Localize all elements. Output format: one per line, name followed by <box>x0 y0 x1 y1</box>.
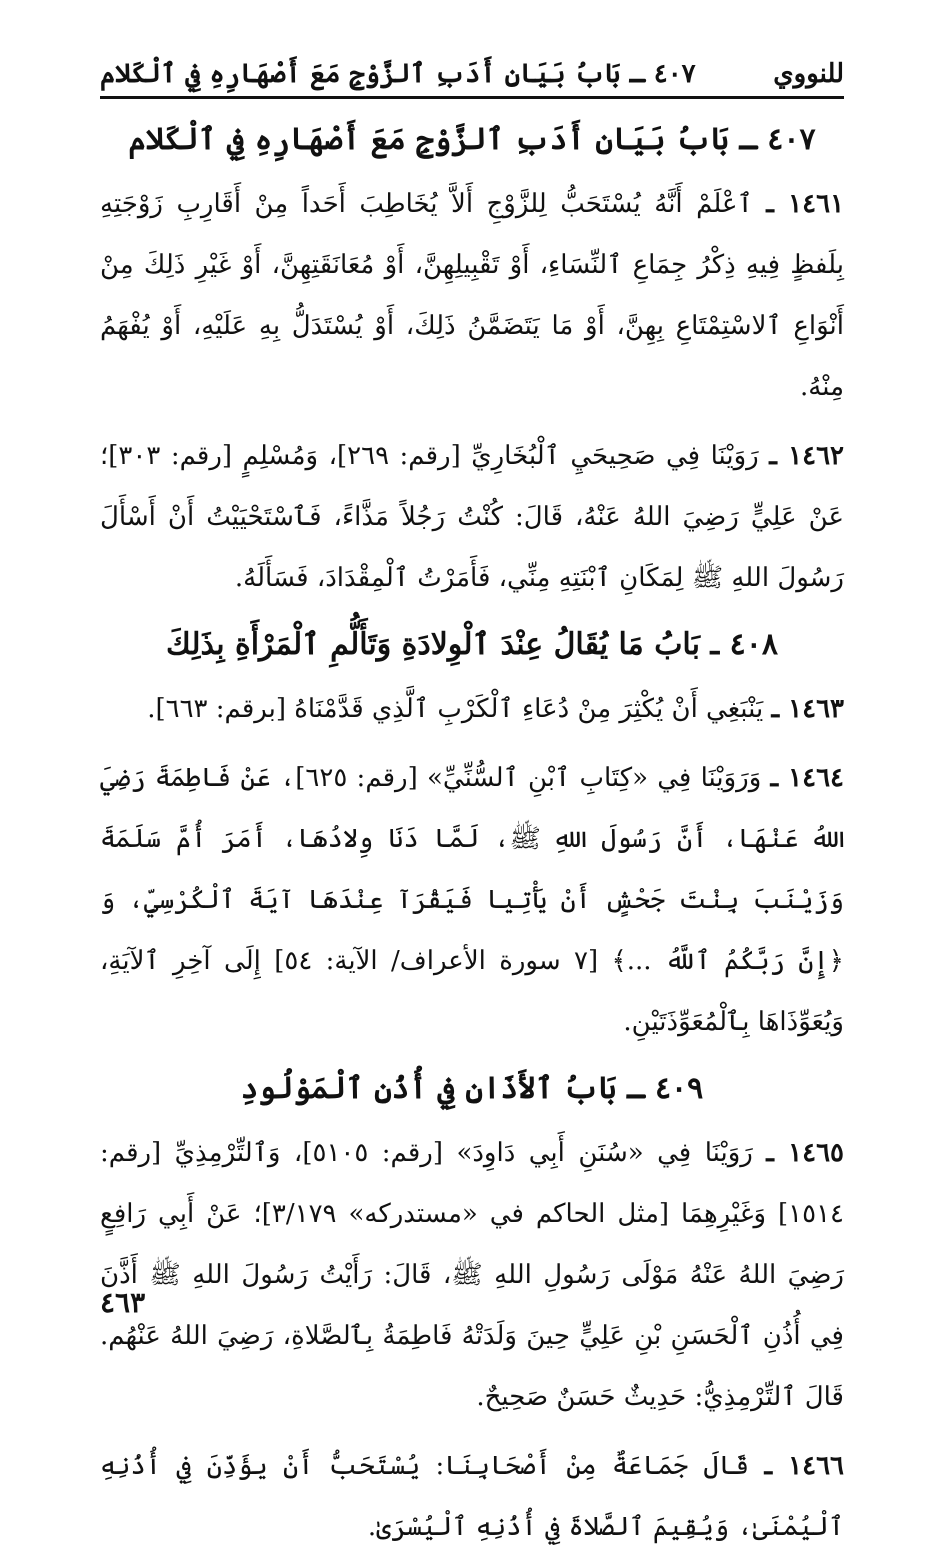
paragraph-number: ١٤٦٢ ـ <box>769 441 844 471</box>
paragraph-number: ١٤٦٥ ـ <box>766 1138 845 1168</box>
paragraph-text: قَالَ جَمَاعَةٌ مِنْ أَصْحَابِنَا: يُسْتَحَبُّ أَنْ يؤَذِّنَ فِي أُذُنِهِ ٱلْيُمْنَىٰ، وَيُقِيمَ ٱلصَّلاةَ فِي أُذُنِهِ ٱلْيُسْرَىٰ. <box>100 1451 844 1542</box>
paragraph-number: ١٤٦٣ ـ <box>771 694 844 724</box>
chapter-title: ٤٠٧ ـ بَابُ بَيَانِ أَدَبِ ٱلزَّوْجِ مَعَ أَصْهَارِهِ فِي ٱلْكَلام <box>128 122 816 157</box>
paragraph-number: ١٤٦٤ ـ <box>770 763 844 793</box>
chapter-title: ٤٠٩ ـ بَابُ ٱلأَذَانِ فِي أُذُنِ ٱلْمَوْلُودِ <box>240 1071 704 1106</box>
running-header <box>100 52 844 99</box>
paragraph-text: يَنْبَغِي أَنْ يُكْثِرَ مِنْ دُعَاءِ ٱلْكَرْبِ ٱلَّذِي قَدَّمْنَاهُ [برقم: ٦٦٣]. <box>147 694 764 724</box>
paragraph-text: رَوَيْنَا فِي صَحِيحَيِ ٱلْبُخَارِيِّ [رقم: ٢٦٩]، وَمُسْلِمٍ [رقم: ٣٠٣]؛ عَنْ عَلِيٍّ رَضِيَ اللهُ عَنْهُ، قَالَ: كُنْتُ رَجُلاً مَذَّاءً، فَٱسْتَحْيَيْتُ أَنْ أَسْأَلَ رَسُولَ اللهِ ﷺ لِمَكَانِ ٱبْنَتِهِ مِنِّي، فَأَمَرْتُ ٱلْمِقْدَادَ، فَسَأَلَهُ. <box>100 441 844 593</box>
paragraph-text: رَوَيْنَا فِي «سُنَنِ أَبِي دَاوِدَ» [رقم: ٥١٠٥]، وَٱلتِّرْمِذِيِّ [رقم: ١٥١٤] وَغَيْرِهِمَا [مثل الحاكم في «مستدركه» ٣/١٧٩]؛ عَنْ أَبِي رَافِعٍ رَضِيَ اللهُ عَنْهُ مَوْلَى رَسُولِ اللهِ ﷺ، قَالَ: رَأَيْتُ رَسُولَ اللهِ ﷺ أَذَّنَ فِي أُذُنِ ٱلْحَسَنِ بْنِ عَلِيٍّ حِينَ وَلَدَتْهُ فَاطِمَةُ بِٱلصَّلاةِ، رَضِيَ اللهُ عَنْهُم. قَالَ ٱلتِّرْمِذِيُّ: حَدِيثٌ حَسَنٌ صَحِيحٌ. <box>100 1138 845 1412</box>
paragraph-number: ١٤٦١ ـ <box>766 189 845 219</box>
header-chapter-title: ٤٠٧ ـ بَابُ بَيَانِ أَدَبِ ٱلزَّوْجِ مَعَ أَصْهَارِهِ فِي ٱلْكَلام <box>100 59 696 89</box>
paragraph-text: ٱعْلَمْ أَنَّهُ يُسْتَحَبُّ لِلزَّوْجِ أَلاَّ يُخَاطِبَ أَحَداً مِنْ أَقَارِبِ زَوْجَتِهِ بِلَفظٍ فِيهِ ذِكْرُ جِمَاعِ ٱلنِّسَاءِ، أَوْ تَقْبِيلِهِنَّ، أَوْ مُعَانَقَتِهِنَّ، أَوْ غَيْرِ ذَلِكَ مِنْ أَنْوَاعِ ٱلاسْتِمْتَاعِ بِهِنَّ، أَوْ مَا يَتَضَمَّنُ ذَلِكَ، أَوْ يُسْتَدَلُّ بِهِ عَلَيْهِ، أَوْ يُفْهَمُ مِنْهُ. <box>100 189 844 402</box>
page-content <box>100 112 844 1566</box>
page-number: ٤٦٣ <box>100 1286 146 1319</box>
paragraph <box>100 748 844 1053</box>
paragraph-text: وَرَوَيْنَا فِي «كِتَابِ ٱبْنِ ٱلسُّنِّيِّ» [رقم: ٦٢٥]، عَنْ فَاطِمَةَ رَضِيَ اللهُ عَنْهَا، أَنَّ رَسُولَ اللهِ ﷺ، لَمَّا دَنَا وِلادُهَا، أَمَرَ أُمَّ سَلَمَةَ وَزَيْنَبَ بِنْتَ جَحْشٍ أَنْ يَأْتِيا فَيَقْرَآ عِنْدَهَا آيَةَ ٱلْكُرْسِيِّ، وَ ﴿إِنَّ رَبَّكُمُ ٱللَّهُ ...﴾ [٧ سورة الأعراف/ الآية: ٥٤] إِلَى آخِرِ ٱلآيَةِ، وَيُعَوِّذَاهَا بِٱلْمُعَوِّذَتَيْنِ. <box>100 763 845 1037</box>
header-author: للنووي <box>773 59 844 89</box>
paragraph <box>100 1436 844 1558</box>
paragraph <box>100 174 844 418</box>
paragraph <box>100 426 844 609</box>
paragraph-number: ١٤٦٦ ـ <box>764 1451 845 1481</box>
chapter-title: ٤٠٨ ـ بَابُ مَا يُقَالُ عِنْدَ ٱلْوِلادَةِ وَتَأَلُّمِ ٱلْمَرْأَةِ بِذَلِكَ <box>166 627 778 662</box>
paragraph <box>100 1123 844 1428</box>
paragraph <box>100 679 844 740</box>
